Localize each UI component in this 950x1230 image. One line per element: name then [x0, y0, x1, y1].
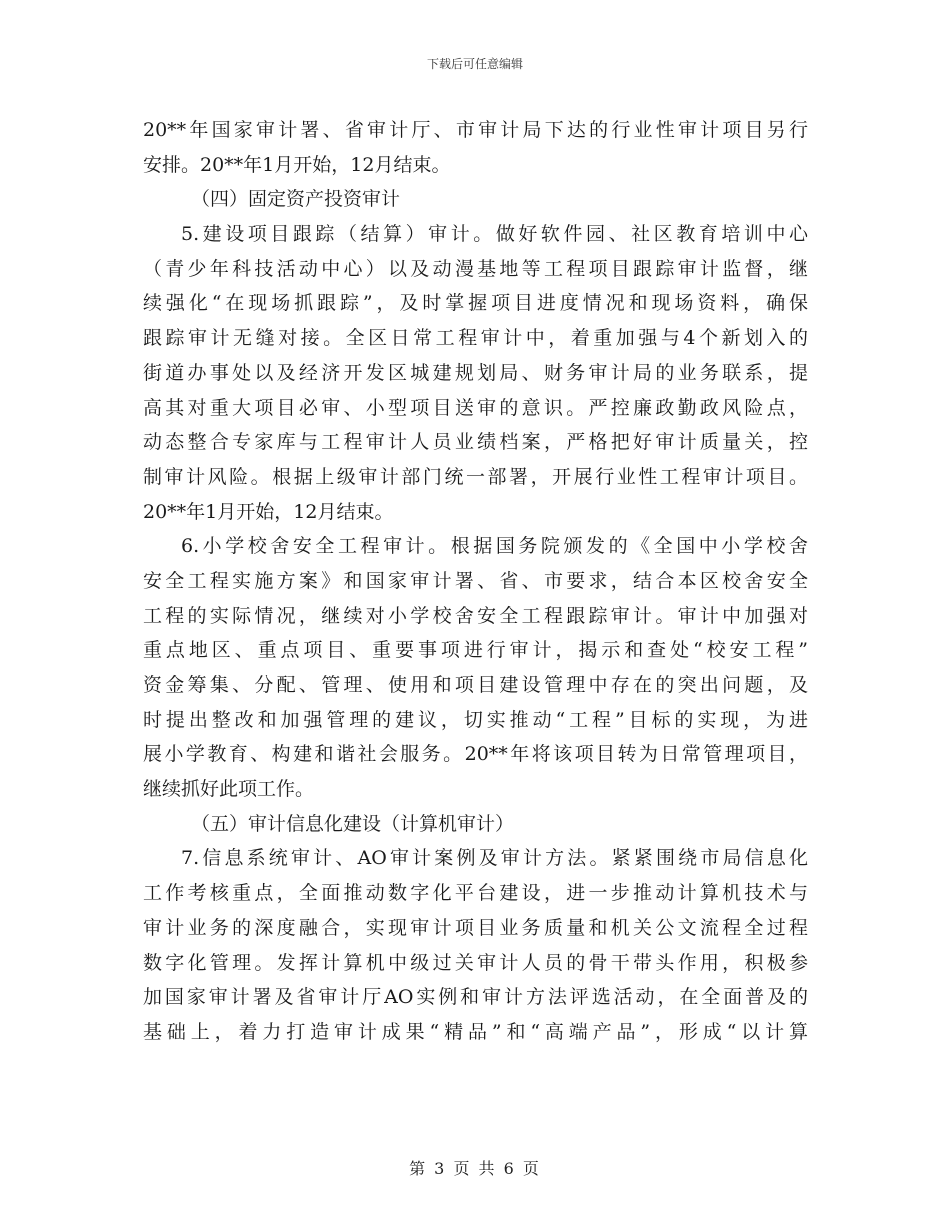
text-line: 加国家审计署及省审计厅AO实例和审计方法评选活动，在全面普及的 — [143, 986, 808, 1009]
section-heading: （五）审计信息化建设（计算机审计） — [191, 812, 515, 835]
text-line: 20**年国家审计署、省审计厅、市审计局下达的行业性审计项目另行 — [143, 119, 808, 141]
section-heading: （四）固定资产投资审计 — [191, 188, 401, 211]
text-line: 审计业务的深度融合，实现审计项目业务质量和机关公文流程全过程 — [143, 916, 808, 939]
text-line: 工作考核重点，全面推动数字化平台建设，进一步推动计算机技术与 — [143, 882, 808, 905]
text-line: 制审计风险。根据上级审计部门统一部署，开展行业性工程审计项目。 — [143, 465, 808, 488]
text-line: 街道办事处以及经济开发区城建规划局、财务审计局的业务联系，提 — [143, 361, 808, 384]
text-line: （青少年科技活动中心）以及动漫基地等工程项目跟踪审计监督，继 — [143, 257, 808, 280]
page-header: 下载后可任意编辑 — [426, 57, 523, 71]
text-line: 资金筹集、分配、管理、使用和项目建设管理中存在的突出问题，及 — [143, 674, 808, 696]
text-line: 5.建设项目跟踪（结算）审计。做好软件园、社区教育培训中心 — [181, 223, 808, 246]
text-line: 继续抓好此项工作。 — [143, 778, 315, 801]
text-line: 工程的实际情况，继续对小学校舍安全工程跟踪审计。审计中加强对 — [143, 604, 808, 627]
text-line: 基础上，着力打造审计成果“精品”和“高端产品”，形成“以计算 — [143, 1020, 808, 1043]
text-line: 数字化管理。发挥计算机中级过关审计人员的骨干带头作用，积极参 — [143, 951, 808, 974]
text-line: 重点地区、重点项目、重要事项进行审计，揭示和查处“校安工程” — [143, 639, 808, 662]
text-line: 高其对重大项目必审、小型项目送审的意识。严控廉政勤政风险点， — [143, 396, 808, 419]
text-line: 20**年1月开始，12月结束。 — [143, 500, 394, 523]
text-line: 安排。20**年1月开始，12月结束。 — [143, 153, 451, 176]
text-line: 6.小学校舍安全工程审计。根据国务院颁发的《全国中小学校舍 — [181, 535, 808, 558]
document-body — [143, 113, 808, 1050]
text-line: 动态整合专家库与工程审计人员业绩档案，严格把好审计质量关，控 — [143, 431, 808, 454]
page-number: 第 3 页 共 6 页 — [409, 1159, 541, 1178]
text-line: 7.信息系统审计、AO审计案例及审计方法。紧紧围绕市局信息化 — [181, 847, 808, 870]
text-line: 时提出整改和加强管理的建议，切实推动“工程”目标的实现，为进 — [143, 708, 808, 731]
text-line: 跟踪审计无缝对接。全区日常工程审计中，着重加强与4个新划入的 — [143, 327, 808, 350]
text-line: 安全工程实施方案》和国家审计署、省、市要求，结合本区校舍安全 — [143, 569, 808, 592]
text-line: 续强化“在现场抓跟踪”，及时掌握项目进度情况和现场资料，确保 — [143, 292, 808, 315]
text-line: 展小学教育、构建和谐社会服务。20**年将该项目转为日常管理项目， — [143, 743, 808, 766]
